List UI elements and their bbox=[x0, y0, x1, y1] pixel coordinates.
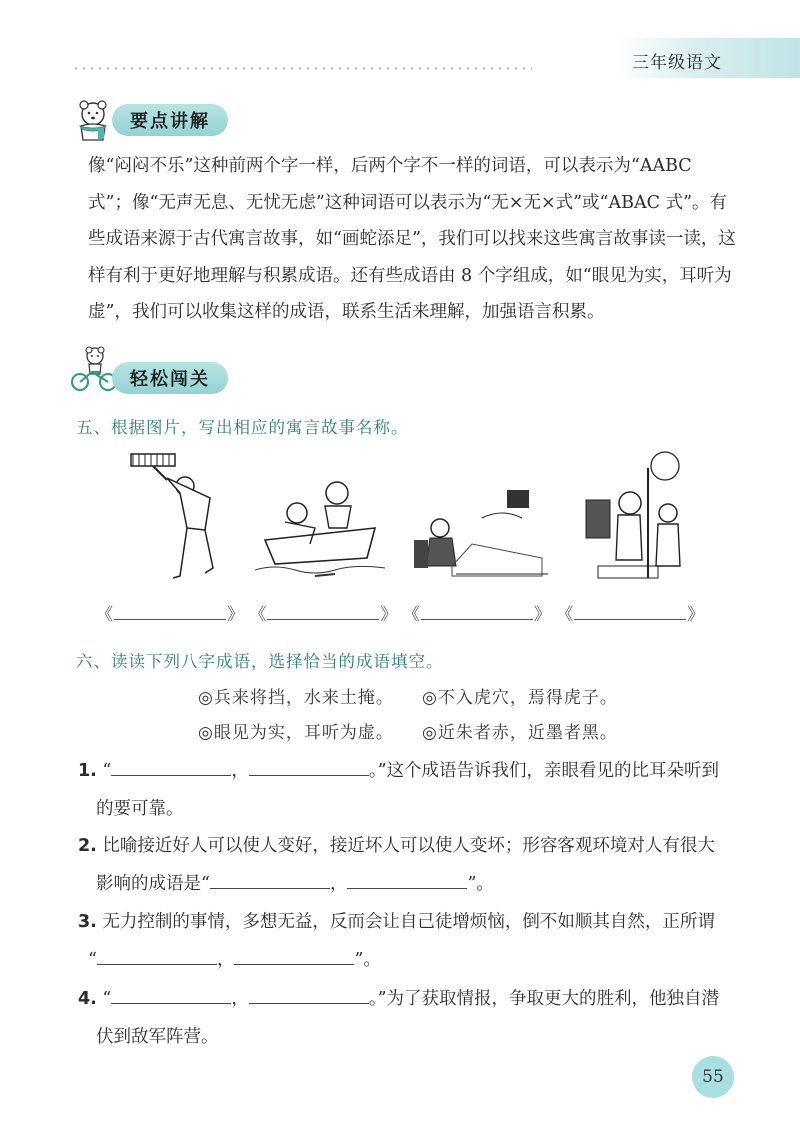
answer-blank-1[interactable] bbox=[114, 605, 226, 620]
item-text: 无力控制的事情，多想无益，反而会让自己徒增烦恼，倒不如顺其自然，正所谓 bbox=[102, 912, 715, 932]
fill-blank-3a[interactable] bbox=[97, 948, 217, 965]
section-title-key-points: 要点讲解 bbox=[112, 104, 228, 136]
idiom-option: ◎兵来将挡，水来土掩。 bbox=[198, 688, 394, 708]
answer-blank-4[interactable] bbox=[574, 605, 686, 620]
key-points-paragraph bbox=[88, 148, 738, 331]
bracket: 《 bbox=[556, 605, 574, 625]
idiom-option: ◎不入虎穴，焉得虎子。 bbox=[422, 688, 618, 708]
fill-blank-2a[interactable] bbox=[210, 872, 330, 889]
man-holding-pole-illustration bbox=[125, 448, 230, 583]
bracket: 》 bbox=[380, 605, 398, 625]
page-number: 55 bbox=[692, 1056, 734, 1098]
bracket: 》 bbox=[227, 605, 244, 625]
answer-blank-3[interactable] bbox=[421, 605, 533, 620]
paragraph-line: 式”；像“无声无息、无忧无虑”这种词语可以表示为“无×无×式”或“ABAC 式”。有 bbox=[88, 192, 728, 213]
item-4-line-2: 伏到敌军阵营。 bbox=[96, 1027, 219, 1047]
quote-mark: “ bbox=[102, 761, 112, 781]
item-3-line-2 bbox=[88, 946, 381, 971]
paragraph-line: 些成语来源于古代寓言故事，如“画蛇添足”，我们可以找来这些寓言故事读一读，这 bbox=[88, 229, 736, 249]
item-text: 比喻接近好人可以使人变好，接近坏人可以使人变坏；形容客观环境对人有很大 bbox=[102, 836, 715, 856]
comma: ， bbox=[329, 874, 348, 894]
question-6-item-1 bbox=[78, 757, 719, 782]
item-number: 2. bbox=[78, 836, 97, 856]
paragraph-line: 虚”，我们可以收集这样的成语，联系生活来理解，加强语言积累。 bbox=[88, 302, 605, 322]
answer-blank-2[interactable] bbox=[267, 605, 379, 620]
fill-blank-2b[interactable] bbox=[347, 872, 467, 889]
bear-bicycle-icon bbox=[68, 344, 118, 394]
item-1-line-2: 的要可靠。 bbox=[96, 799, 184, 819]
boat-sword-illustration bbox=[255, 448, 385, 583]
paragraph-line: 像“闷闷不乐”这种前两个字一样，后两个字不一样的词语，可以表示为“AABC bbox=[88, 156, 692, 176]
quote-mark: ”。 bbox=[467, 874, 494, 894]
bear-mascot-icon bbox=[68, 96, 118, 146]
question-5-heading: 五、根据图片，写出相应的寓言故事名称。 bbox=[76, 418, 409, 437]
spear-shield-illustration bbox=[578, 448, 688, 583]
comma: ， bbox=[231, 761, 249, 781]
item-number: 4. bbox=[78, 989, 97, 1009]
header-dotted-rule bbox=[72, 67, 532, 70]
fill-blank-3b[interactable] bbox=[234, 948, 354, 965]
bracket: 《 bbox=[402, 605, 420, 625]
quote-mark: “ bbox=[88, 950, 97, 970]
idiom-option: ◎近朱者赤，近墨者黑。 bbox=[422, 723, 618, 743]
question-6-item-2 bbox=[78, 832, 715, 857]
section-title-challenge: 轻松闯关 bbox=[112, 362, 228, 394]
bracket: 》 bbox=[687, 605, 705, 625]
fill-blank-1a[interactable] bbox=[111, 759, 231, 776]
comma: ， bbox=[216, 950, 235, 970]
fill-blank-1b[interactable] bbox=[249, 759, 369, 776]
comma: ， bbox=[231, 989, 249, 1009]
item-2-line-2 bbox=[96, 870, 494, 895]
item-number: 1. bbox=[78, 761, 97, 781]
quote-mark: “ bbox=[102, 989, 112, 1009]
item-text: 。”这个成语告诉我们，亲眼看见的比耳朵听到 bbox=[368, 761, 720, 781]
fill-blank-4b[interactable] bbox=[249, 987, 369, 1004]
item-number: 3. bbox=[78, 912, 97, 932]
idiom-option: ◎眼见为实，耳听为虚。 bbox=[198, 723, 394, 743]
question-6-item-3 bbox=[78, 908, 715, 933]
bracket: 》 bbox=[533, 605, 551, 625]
item-text: 影响的成语是“ bbox=[96, 874, 210, 894]
farmer-tree-stump-illustration bbox=[412, 448, 552, 583]
question-6-heading: 六、读读下列八字成语，选择恰当的成语填空。 bbox=[76, 652, 444, 671]
item-text: 。”为了获取情报，争取更大的胜利，他独自潜 bbox=[368, 989, 720, 1009]
fill-blank-4a[interactable] bbox=[111, 987, 231, 1004]
bracket: 《 bbox=[249, 605, 267, 625]
paragraph-line: 样有利于更好地理解与积累成语。还有些成语由 8 个字组成，如“眼见为实，耳听为 bbox=[88, 265, 732, 286]
bracket: 《 bbox=[96, 605, 113, 625]
quote-mark: ”。 bbox=[354, 950, 381, 970]
story-name-blanks bbox=[96, 600, 704, 625]
grade-label: 三年级语文 bbox=[632, 53, 722, 73]
question-6-item-4 bbox=[78, 985, 719, 1010]
